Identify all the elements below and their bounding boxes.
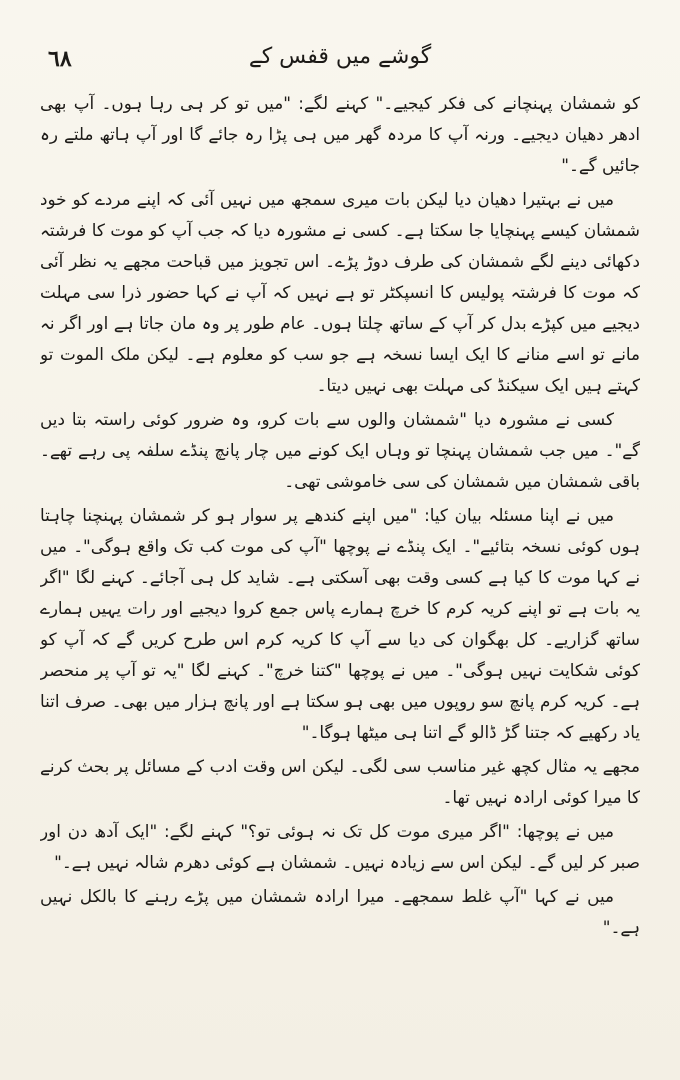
paragraph: میں نے پوچھا: "اگر میری موت کل تک نہ ہوئی تو؟" کہنے لگے: "ایک آدھ دن اور صبر کر لیں گے۔ لیکن اس سے زیادہ نہیں۔ شمشان ہے کوئی دھرم شالہ نہیں ہے۔" (40, 821, 640, 872)
paragraph: میں نے کہا "آپ غلط سمجھے۔ میرا ارادہ شمشان میں پڑے رہنے کا بالکل نہیں ہے۔" (40, 886, 640, 937)
paragraph: کسی نے مشورہ دیا "شمشان والوں سے بات کرو، وہ ضرور کوئی راستہ بتا دیں گے"۔ میں جب شمشان پہنچا تو وہاں ایک کونے میں چار پانچ پنڈے سلفہ پی رہے تھے۔ باقی شمشان میں شمشان کی سی خاموشی تھی۔ (40, 409, 640, 491)
paragraph: مجھے یہ مثال کچھ غیر مناسب سی لگی۔ لیکن اس وقت ادب کے مسائل پر بحث کرنے کا میرا کوئی ارادہ نہیں تھا۔ (40, 756, 640, 807)
paragraph: میں نے بہتیرا دھیان دیا لیکن بات میری سمجھ میں نہیں آئی کہ اپنے مردے کو خود شمشان کیسے پہنچایا جا سکتا ہے۔ کسی نے مشورہ دیا کہ جب آپ کو موت کا فرشتہ دکھائی دینے لگے شمشان کی طرف دوڑ پڑے۔ اس تجویز میں قباحت مجھے یہ نظر آئی کہ موت کا فرشتہ پولیس کا انسپکٹر تو ہے نہیں کہ آپ نے کہا حضور ذرا سی مہلت دیجیے میں کپڑے بدل کر آپ کے ساتھ چلتا ہوں۔ عام طور پر وہ مان جاتا ہے اور اگر نہ مانے تو اسے منانے کا ایک ایسا نسخہ ہے جو سب کو معلوم ہے۔ لیکن ملک الموت تو کہتے ہیں ایک سیکنڈ کی مہلت بھی نہیں دیتا۔ (40, 189, 640, 395)
page-header (40, 40, 640, 80)
paragraph: کو شمشان پہنچانے کی فکر کیجیے۔" کہنے لگے: "میں تو کر ہی رہا ہوں۔ آپ بھی ادھر دھیان دیجیے۔ ورنہ آپ کا مردہ گھر میں ہی پڑا رہ جائے گا اور آپ ہاتھ ملتے رہ جائیں گے۔" (40, 93, 640, 175)
body-text (40, 88, 640, 1036)
page-number: ٦٨ (48, 46, 72, 72)
paragraph: میں نے اپنا مسئلہ بیان کیا: "میں اپنے کندھے پر سوار ہو کر شمشان پہنچنا چاہتا ہوں کوئی نسخہ بتائیے"۔ ایک پنڈے نے پوچھا "آپ کی موت کب تک واقع ہوگی"۔ میں نے کہا موت کا کیا ہے کسی وقت بھی آسکتی ہے۔ شاید کل ہی آجائے۔ کہنے لگا "اگر یہ بات ہے تو اپنے کریہ کرم کا خرچ ہمارے پاس جمع کروا دیجیے اور رات یہیں ہمارے ساتھ گزاریے۔ کل بھگوان کی دیا سے آپ کا کریہ کرم اس طرح کریں گے کہ آپ کو کوئی شکایت نہیں ہوگی"۔ میں نے پوچھا "کتنا خرچ"۔ کہنے لگا "یہ تو آپ پر منحصر ہے۔ کریہ کرم پانچ سو روپوں میں بھی ہو سکتا ہے اور پانچ ہزار میں بھی۔ صرف اتنا یاد رکھیے کہ جتنا گڑ ڈالو گے اتنا ہی میٹھا ہوگا۔" (40, 505, 640, 742)
running-title: گوشے میں قفس کے (248, 44, 432, 69)
